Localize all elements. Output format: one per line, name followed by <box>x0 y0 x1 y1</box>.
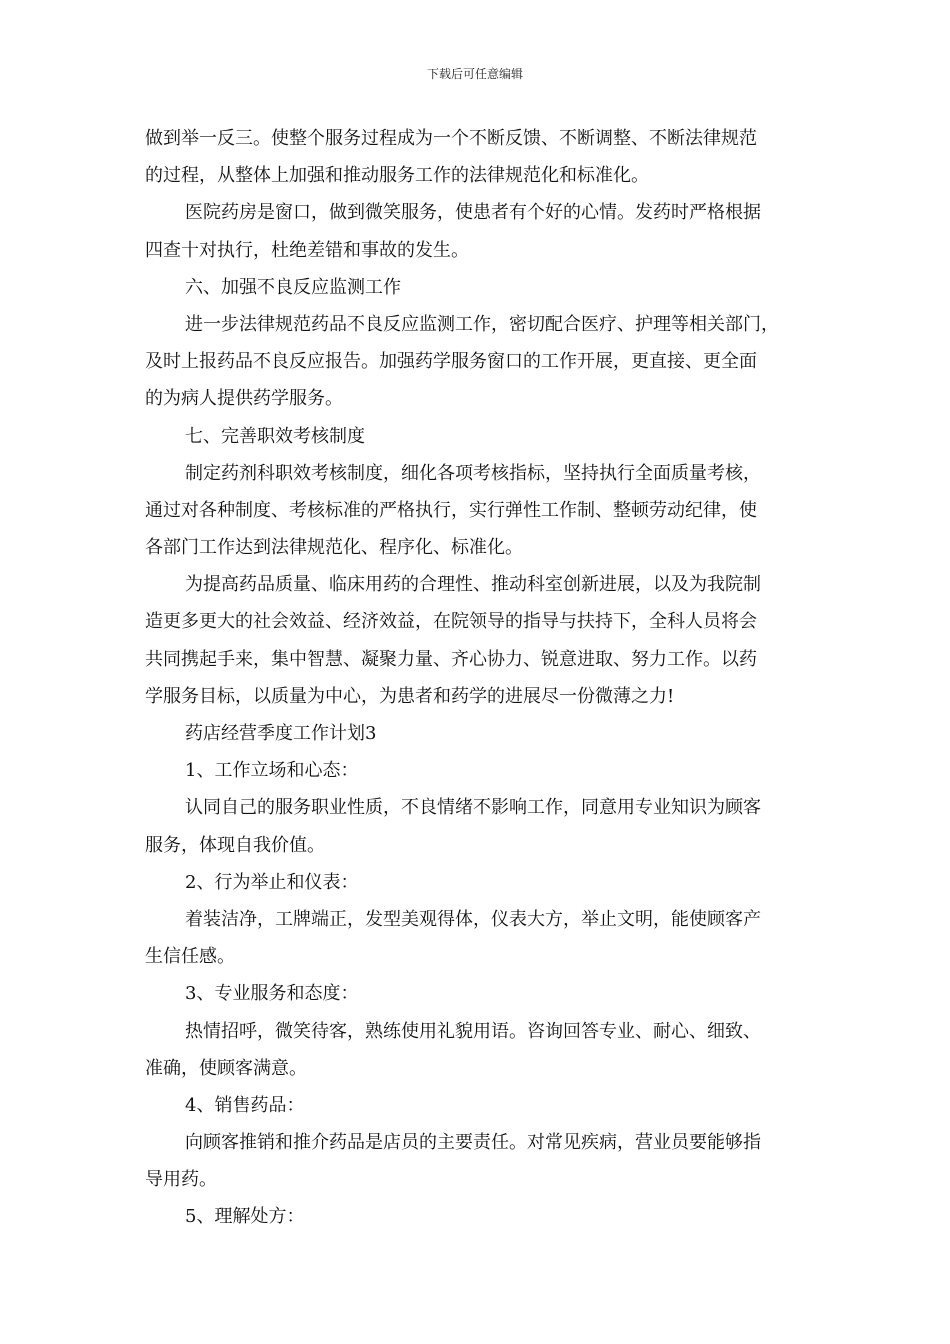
text-line: 做到举一反三。使整个服务过程成为一个不断反馈、不断调整、不断法律规范 <box>145 128 757 149</box>
text-line: 进一步法律规范药品不良反应监测工作，密切配合医疗、护理等相关部门， <box>185 313 779 335</box>
text-line: 七、完善职效考核制度 <box>185 425 365 447</box>
text-line: 服务，体现自我价值。 <box>145 834 325 856</box>
text-line: 医院药房是窗口，做到微笑服务，使患者有个好的心情。发药时严格根据 <box>185 202 761 224</box>
page-header: 下载后可任意编辑 <box>426 67 523 81</box>
text-line: 共同携起手来，集中智慧、凝聚力量、齐心协力、锐意进取、努力工作。以药 <box>145 648 757 670</box>
text-line: 2、行为举止和仪表： <box>185 871 359 893</box>
text-line: 的为病人提供药学服务。 <box>145 388 343 410</box>
document-body <box>145 120 810 1236</box>
text-line: 1、工作立场和心态： <box>185 760 359 782</box>
text-line: 药店经营季度工作计划3 <box>185 723 377 744</box>
text-line: 热情招呼，微笑待客，熟练使用礼貌用语。咨询回答专业、耐心、细致、 <box>185 1020 761 1042</box>
text-line: 3、专业服务和态度： <box>185 983 359 1005</box>
text-line: 向顾客推销和推介药品是店员的主要责任。对常见疾病，营业员要能够指 <box>185 1132 761 1154</box>
text-line: 4、销售药品： <box>185 1094 305 1116</box>
text-line: 造更多更大的社会效益、经济效益，在院领导的指导与扶持下，全科人员将会 <box>145 611 757 633</box>
text-line: 认同自己的服务职业性质，不良情绪不影响工作，同意用专业知识为顾客 <box>185 797 761 819</box>
text-line: 着装洁净，工牌端正，发型美观得体，仪表大方，举止文明，能使顾客产 <box>185 908 761 930</box>
text-line: 学服务目标，以质量为中心，为患者和药学的进展尽一份微薄之力! <box>145 685 675 707</box>
text-line: 四查十对执行，杜绝差错和事故的发生。 <box>145 239 469 261</box>
text-line: 通过对各种制度、考核标准的严格执行，实行弹性工作制、整顿劳动纪律，使 <box>145 499 757 521</box>
text-line: 制定药剂科职效考核制度，细化各项考核指标，坚持执行全面质量考核， <box>185 462 761 484</box>
text-line: 六、加强不良反应监测工作 <box>185 276 401 298</box>
text-line: 各部门工作达到法律规范化、程序化、标准化。 <box>145 537 523 559</box>
text-line: 导用药。 <box>145 1169 217 1191</box>
text-line: 的过程，从整体上加强和推动服务工作的法律规范化和标准化。 <box>145 165 649 187</box>
text-line: 生信任感。 <box>145 946 235 968</box>
text-line: 及时上报药品不良反应报告。加强药学服务窗口的工作开展，更直接、更全面 <box>145 351 757 373</box>
text-line: 为提高药品质量、临床用药的合理性、推动科室创新进展，以及为我院制 <box>185 574 761 596</box>
text-line: 5、理解处方： <box>185 1206 305 1228</box>
text-line: 准确，使顾客满意。 <box>145 1057 307 1079</box>
